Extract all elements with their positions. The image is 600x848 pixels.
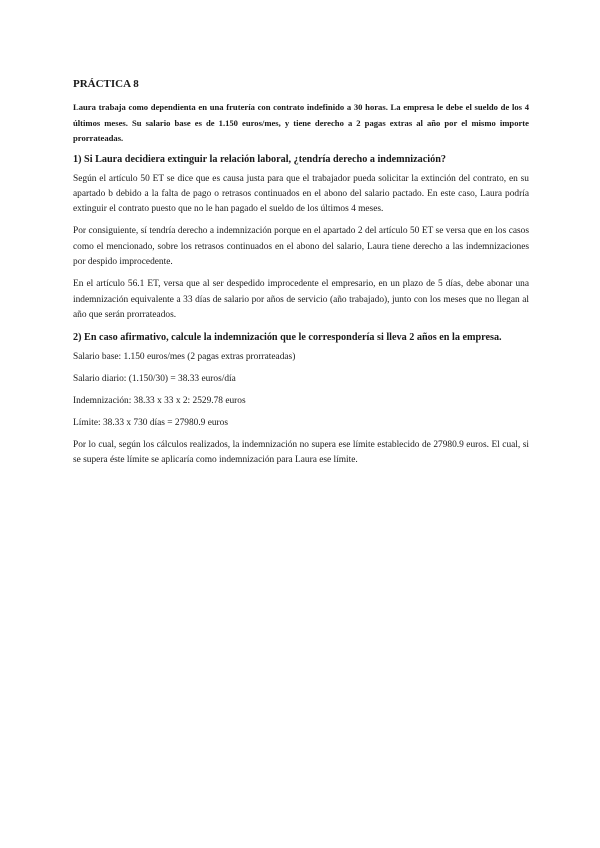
calc-salario-diario: Salario diario: (1.150/30) = 38.33 euros/día <box>73 374 236 385</box>
calc-salario-base: Salario base: 1.150 euros/mes (2 pagas extras prorrateadas) <box>73 352 296 363</box>
calc-limite: Límite: 38.33 x 730 días = 27980.9 euros <box>73 418 229 429</box>
intro-paragraph: Laura trabaja como dependienta en una frutería con contrato indefinido a 30 horas. La empresa le debe el sueldo de los 4 últimos meses. Su salario base es de 1.150 euros/mes, y tiene derecho a 2 pagas extras al año por el mismo importe prorrateadas. <box>73 102 529 143</box>
answer-1-paragraph-3: En el artículo 56.1 ET, versa que al ser despedido improcedente el empresario, en un plazo de 5 días, debe abonar una indemnización equivalente a 33 días de salario por años de servicio (año trabajado), junto con los meses que no llegan al año que serán prorrateados. <box>73 279 529 320</box>
document-title: PRÁCTICA 8 <box>73 78 139 90</box>
question-2: 2) En caso afirmativo, calcule la indemnización que le correspondería si lleva 2 años en la empresa. <box>73 332 502 344</box>
conclusion-paragraph: Por lo cual, según los cálculos realizados, la indemnización no supera ese límite establecido de 27980.9 euros. El cual, si se supera éste límite se aplicaría como indemnización para Laura ese límite. <box>73 440 529 466</box>
calc-indemnizacion: Indemnización: 38.33 x 33 x 2: 2529.78 euros <box>73 396 246 407</box>
document-page <box>73 78 529 476</box>
answer-1-paragraph-2: Por consiguiente, sí tendría derecho a indemnización porque en el apartado 2 del artículo 50 ET se versa que en los casos como el mencionado, sobre los retrasos continuados en el abono del salario, Laura tiene derecho a las indemnizaciones por despido improcedente. <box>73 226 529 267</box>
question-1: 1) Si Laura decidiera extinguir la relación laboral, ¿tendría derecho a indemnización? <box>73 153 446 165</box>
answer-1-paragraph-1: Según el artículo 50 ET se dice que es causa justa para que el trabajador pueda solicitar la extinción del contrato, en su apartado b debido a la falta de pago o retrasos continuados en el abono del salario pactado. En este caso, Laura podría extinguir el contrato puesto que no le han pagado el sueldo de los últimos 4 meses. <box>73 173 529 215</box>
